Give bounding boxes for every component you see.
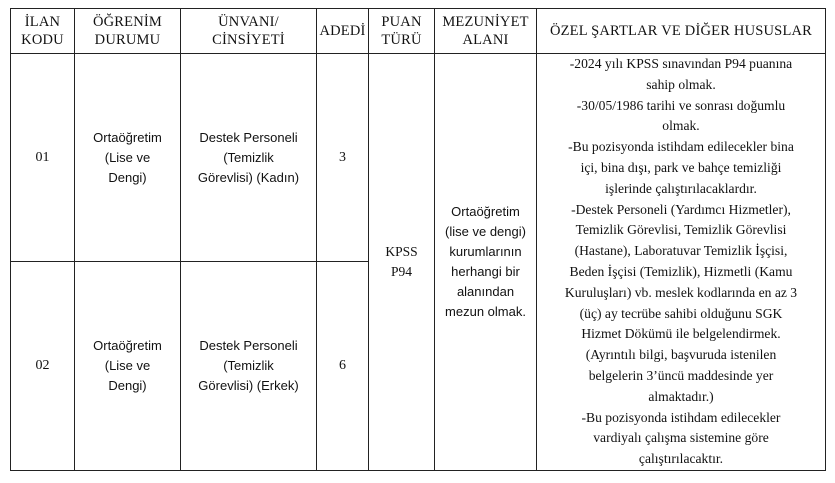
header-adedi: ADEDİ <box>317 9 369 54</box>
header-ilan-kodu: İLAN KODU <box>11 9 75 54</box>
header-mezuniyet-alani: MEZUNİYET ALANI <box>435 9 537 54</box>
table-row-01 <box>11 54 826 262</box>
ilan-kodu-cell: 01 <box>11 54 75 262</box>
header-ogrenim-durumu: ÖĞRENİM DURUMU <box>75 9 181 54</box>
adedi-cell: 3 <box>317 54 369 262</box>
ilan-kodu-cell: 02 <box>11 262 75 470</box>
header-puan-turu: PUAN TÜRÜ <box>369 9 435 54</box>
unvan-cinsiyet-cell: Destek Personeli (Temizlik Görevlisi) (Kadın) <box>181 54 317 262</box>
header-unvan-cinsiyet: ÜNVANI/ CİNSİYETİ <box>181 9 317 54</box>
mezuniyet-alani-cell: Ortaöğretim (lise ve dengi) kurumlarının herhangi bir alanından mezun olmak. <box>435 54 537 471</box>
job-posting-table <box>10 8 826 471</box>
ozel-sartlar-cell: -2024 yılı KPSS sınavından P94 puanına sahip olmak. -30/05/1986 tarihi ve sonrası doğumlu olmak. -Bu pozisyonda istihdam edilecekler bina içi, bina dışı, park ve bahçe temizliği işlerinde çalıştırılacaklardır. -Destek Personeli (Yardımcı Hizmetler), Temizlik Görevlisi, Temizlik Görevlisi (Hastane), Laboratuvar Temizlik İşçisi, Beden İşçisi (Temizlik), Hizmetli (Kamu Kuruluşları) vb. meslek kodlarında en az 3 (üç) ay tecrübe sahibi olduğunu SGK Hizmet Dökümü ile belgelendirmek. (Ayrıntılı bilgi, başvuruda istenilen belgelerin 3’üncü maddesinde yer almaktadır.) -Bu pozisyonda istihdam edilecekler vardiyalı çalışma sistemine göre çalıştırılacaktır. <box>537 54 826 471</box>
adedi-cell: 6 <box>317 262 369 470</box>
header-row <box>11 9 826 54</box>
puan-turu-cell: KPSS P94 <box>369 54 435 471</box>
ogrenim-durumu-cell: Ortaöğretim (Lise ve Dengi) <box>75 54 181 262</box>
unvan-cinsiyet-cell: Destek Personeli (Temizlik Görevlisi) (Erkek) <box>181 262 317 470</box>
ogrenim-durumu-cell: Ortaöğretim (Lise ve Dengi) <box>75 262 181 470</box>
header-ozel-sartlar: ÖZEL ŞARTLAR VE DİĞER HUSUSLAR <box>537 9 826 54</box>
